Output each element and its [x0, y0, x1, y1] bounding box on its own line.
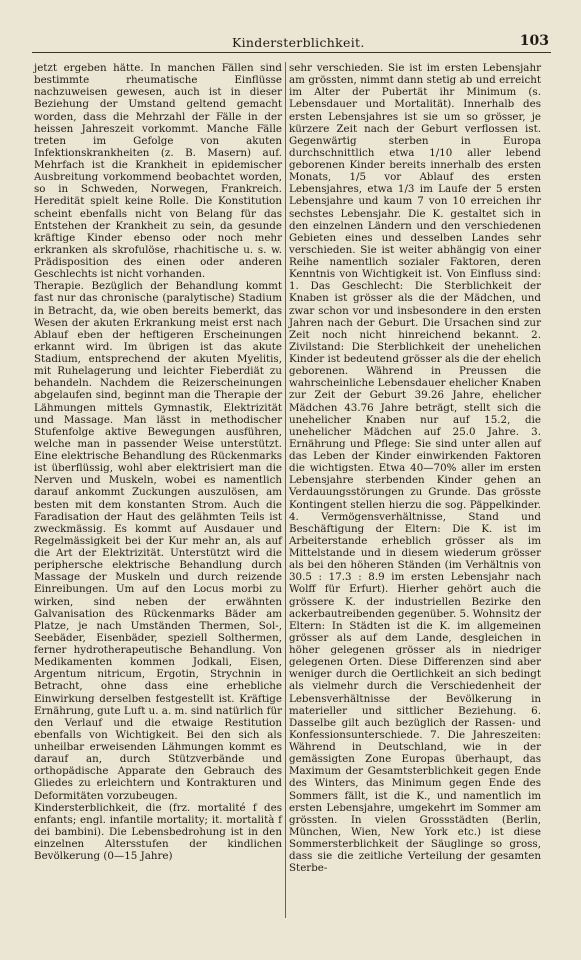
page-number: 103 [519, 33, 549, 49]
running-head: Kindersterblichkeit. [232, 35, 365, 50]
right-column [289, 62, 541, 874]
paragraph-entry-kindersterblichkeit: Kindersterblichkeit, die (frz. mortalité f des enfants; engl. infantile mortality; it. mortalità f dei bambini). Die Lebensbedrohung ist in den einzelnen Altersstufen der kindlichen Bevölkerung (0—15 Jahre) [34, 801, 282, 863]
paragraph-therapy: Therapie. Bezüglich der Behandlung kommt fast nur das chronische (paralytische) Stadium in Betracht, da, wie oben bereits bemerkt, das Wesen der akuten Erkrankung meist erst nach Ablauf eben der heftigeren Erscheinungen erkannt wird. Im übrigen ist das akute Stadium, entsprechend der akuten Myelitis, mit Ruhelagerung und leichter Fieberdiät zu behandeln. Nachdem die Reizerscheinungen abgelaufen sind, beginnt man die Therapie der Lähmungen mittels Gymnastik, Elektrizität und Massage. Man lässt in methodischer Stufenfolge aktive Bewegungen ausführen, welche man in passender Weise unterstützt. Eine elektrische Behandlung des Rückenmarks ist überflüssig, wohl aber elektrisiert man die Nerven und Muskeln, wobei es namentlich darauf ankommt Zuckungen auszulösen, am besten mit dem konstanten Strom. Auch die Faradisation der Haut des gelähmten Teils ist zweckmässig. Es kommt auf Ausdauer und Regelmässigkeit bei der Kur mehr an, als auf die Art der Elektrizität. Unterstützt wird die periphersche elektrische Behandlung durch Massage der Muskeln und durch reizende Einreibungen. Um auf den Locus morbi zu wirken, sind neben der erwähnten Galvanisation des Rückenmarks Bäder am Platze, je nach Umständen Thermen, Sol-, Seebäder, Eisenbäder, speziell Solthermen, ferner hydrotherapeutische Behandlung. Von Medikamenten kommen Jodkali, Eisen, Argentum nitricum, Ergotin, Strychnin in Betracht, ohne dass eine erhebliche Einwirkung derselben festgestellt ist. Kräftige Ernährung, gute Luft u. a. m. sind natürlich für den Verlauf und die etwaige Restitution ebenfalls von Wichtigkeit. Bei den sich als unheilbar erweisenden Lähmungen kommt es darauf an, durch Stützverbände und orthopädische Apparate den Gebrauch des Gliedes zu erleichtern und Kontrakturen und Deformitäten vorzubeugen. [34, 280, 282, 802]
column-divider [285, 62, 286, 918]
paragraph-mortality-factors: sehr verschieden. Sie ist im ersten Lebensjahr am grössten, nimmt dann stetig ab und erreicht im Alter der Pubertät ihr Minimum (s. Lebensdauer und Mortalität). Innerhalb des ersten Lebensjahres ist sie um so grösser, je kürzere Zeit nach der Geburt verflossen ist. Gegenwärtig sterben in Europa durchschnittlich etwa 1/10 aller lebend geborenen Kinder bereits innerhalb des ersten Monats, 1/5 vor Ablauf des ersten Lebensjahres, etwa 1/3 im Laufe der 5 ersten Lebensjahre und kaum 7 von 10 erreichen ihr sechstes Lebensjahr. Die K. gestaltet sich in den einzelnen Ländern und den verschiedenen Gebieten eines und desselben Landes sehr verschieden. Sie ist weiter abhängig von einer Reihe namentlich sozialer Faktoren, deren Kenntnis von Wichtigkeit ist. Von Einfluss sind: 1. Das Geschlecht: Die Sterblichkeit der Knaben ist grösser als die der Mädchen, und zwar schon vor und insbesondere in den ersten Jahren nach der Geburt. Die Ursachen sind zur Zeit noch nicht hinreichend bekannt. 2. Zivilstand: Die Sterblichkeit der unehelichen Kinder ist bedeutend grösser als die der ehelich geborenen. Während in Preussen die wahrscheinliche Lebensdauer ehelicher Knaben zur Zeit der Geburt 39.26 Jahre, ehelicher Mädchen 43.76 Jahre beträgt, stellt sich die unehelicher Knaben nur auf 15.2, die unehelicher Mädchen auf 25.0 Jahre. 3. Ernährung und Pflege: Sie sind unter allen auf das Leben der Kinder einwirkenden Faktoren die wichtigsten. Etwa 40—70% aller im ersten Lebensjahre sterbenden Kinder gehen an Verdauungsstörungen zu Grunde. Das grösste Kontingent stellen hierzu die sog. Päppelkinder. 4. Vermögensverhältnisse, Stand und Beschäftigung der Eltern: Die K. ist im Arbeiterstande erheblich grösser als im Mittelstande und in diesem wiederum grösser als bei den höheren Ständen (im Verhältnis von 30.5 : 17.3 : 8.9 im ersten Lebensjahr nach Wolff für Erfurt). Hierher gehört auch die grössere K. der industriellen Bezirke den ackerbautreibenden gegenüber. 5. Wohnsitz der Eltern: In Städten ist die K. im allgemeinen grösser als auf dem Lande, desgleichen in höher gelegenen grösser als in niedriger gelegenen Orten. Diese Differenzen sind aber weniger durch die Oertlichkeit an sich bedingt als vielmehr durch die Verschiedenheit der Lebensverhältnisse der Bevölkerung in materieller und sittlicher Beziehung. 6. Dasselbe gilt auch bezüglich der Rassen- und Konfessionsunterschiede. 7. Die Jahreszeiten: Während in Deutschland, wie in der gemässigten Zone Europas überhaupt, das Maximum der Gesamtsterblichkeit gegen Ende des Winters, das Minimum gegen Ende des Sommers fällt, ist die K., und namentlich im ersten Lebensjahre, umgekehrt im Sommer am grössten. In vielen Grossstädten (Berlin, München, Wien, New York etc.) ist diese Sommersterblichkeit der Säuglinge so gross, dass sie die zeitliche Verteilung der gesamten Sterbe- [289, 62, 541, 875]
page-header [32, 28, 551, 53]
left-column [34, 62, 282, 862]
paragraph-etiology: jetzt ergeben hätte. In manchen Fällen sind bestimmte rheumatische Einflüsse nachzuweisen gewesen, auch ist in dieser Beziehung der Umstand geltend gemacht worden, dass die Mehrzahl der Fälle in der heissen Jahreszeit vorkommt. Manche Fälle treten im Gefolge von akuten Infektionskrankheiten (z. B. Masern) auf. Mehrfach ist die Krankheit in epidemischer Ausbreitung vorkommend beobachtet worden, so in Schweden, Norwegen, Frankreich. Heredität spielt keine Rolle. Die Konstitution scheint ebenfalls nicht von Belang für das Entstehen der Krankheit zu sein, da gesunde kräftige Kinder ebenso oder noch mehr erkranken als skrofulöse, rhachitische u. s. w. Prädisposition des einen oder anderen Geschlechts ist nicht vorhanden. [34, 62, 282, 281]
